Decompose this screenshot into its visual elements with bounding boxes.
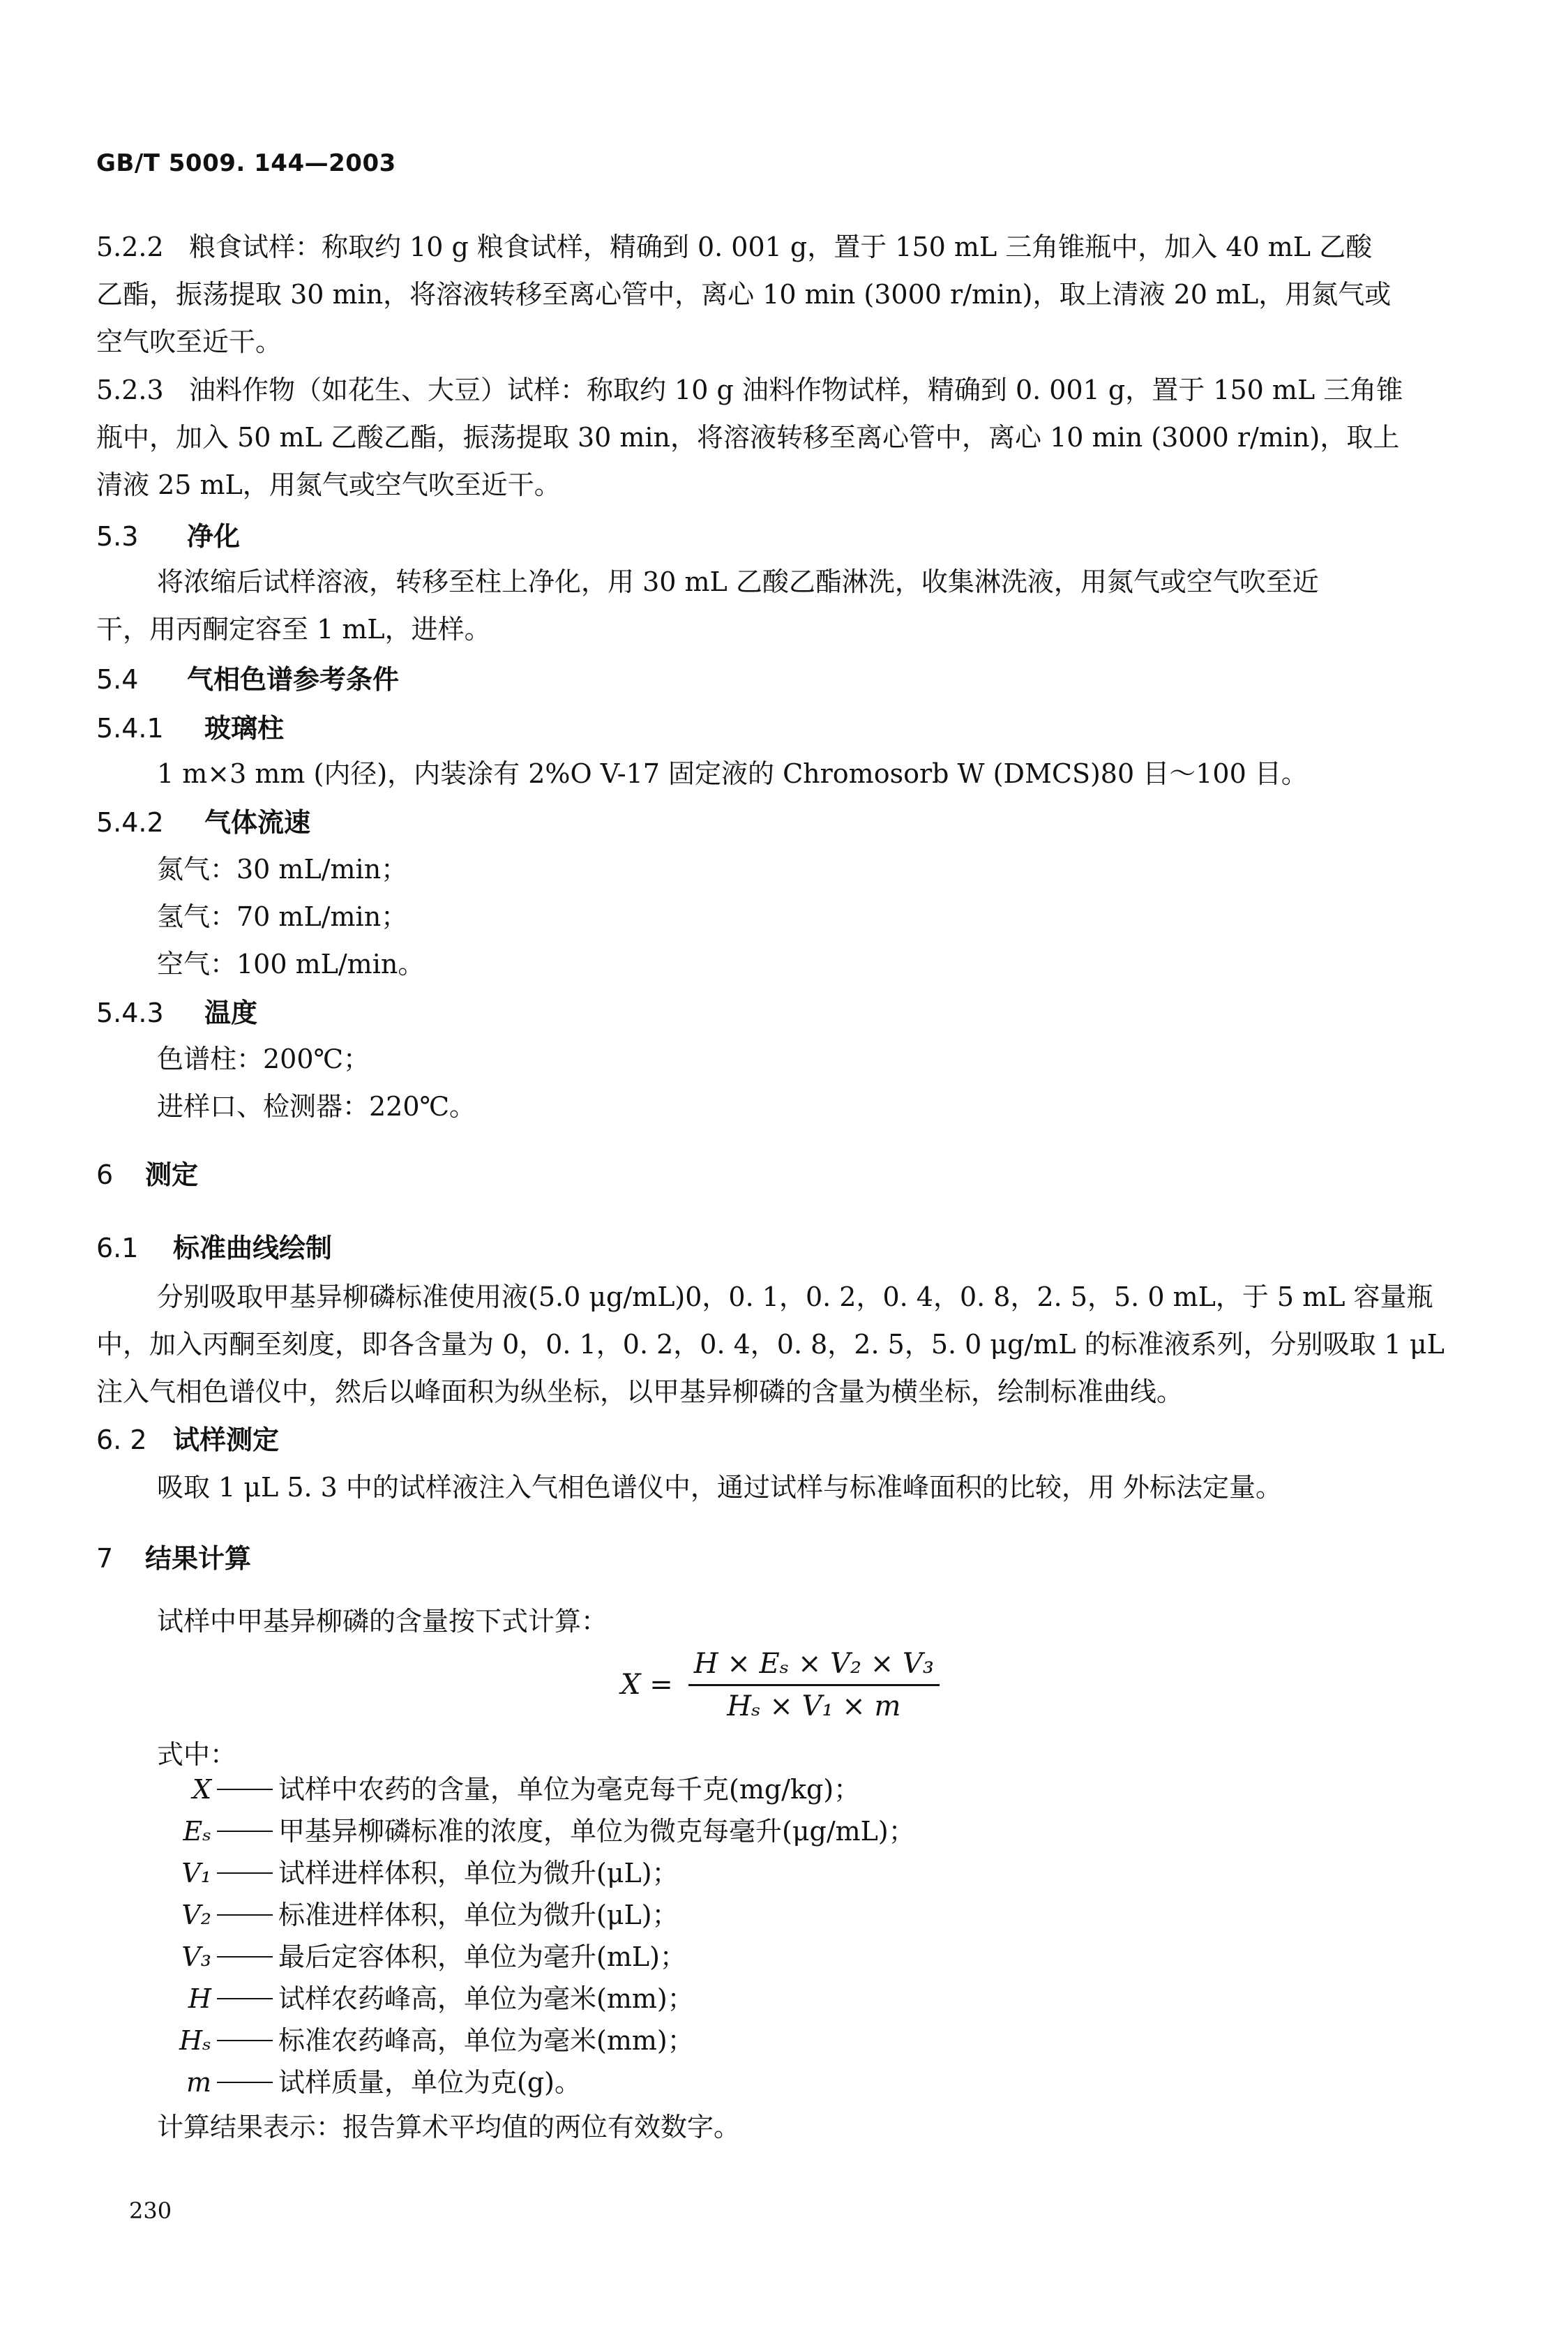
variable-desc: 试样质量，单位为克(g)。 <box>278 2067 581 2098</box>
variable-definitions <box>157 1768 915 2148</box>
formula-lhs: X = <box>621 1669 673 1701</box>
gas-flow-list <box>157 846 1447 988</box>
section-5-3-body <box>157 558 1447 606</box>
list-item: 色谱柱：200℃； <box>157 1044 370 1074</box>
fraction-bar <box>688 1684 940 1686</box>
section-heading-6-2: 6. 2 试样测定 <box>96 1425 280 1455</box>
paragraph-line: 空气吹至近干。 <box>96 326 282 357</box>
section-number: 5.2.3 <box>96 375 164 405</box>
variable-desc: 试样进样体积，单位为微升(μL)； <box>278 1858 679 1888</box>
em-dash <box>217 2082 273 2083</box>
variable-symbol: V₁ <box>181 1858 211 1888</box>
variable-row <box>157 1852 915 1894</box>
variable-symbol: V₂ <box>181 1900 211 1930</box>
temperature-list <box>157 1035 1447 1130</box>
variable-symbol: m <box>186 2067 211 2098</box>
paragraph-line: 中，加入丙酮至刻度，即各含量为 0，0. 1，0. 2，0. 4，0. 8，2. 5，5. 0 μg/mL 的标准液系列，分别吸取 1 μL <box>96 1329 1445 1360</box>
section-6-1-body-cont <box>96 1321 1449 1415</box>
paragraph-line: 将浓缩后试样溶液，转移至柱上净化，用 30 mL 乙酸乙酯淋洗，收集淋洗液，用氮气或空气吹至近 <box>157 566 1319 597</box>
section-6-2-body <box>157 1464 1447 1511</box>
variable-symbol: Hₛ <box>179 2025 211 2056</box>
variable-row <box>157 1768 915 1810</box>
formula-fraction <box>688 1648 940 1722</box>
section-5-2-3 <box>96 366 1449 509</box>
section-heading-7: 7 结果计算 <box>96 1543 252 1574</box>
paragraph-line: 油料作物（如花生、大豆）试样：称取约 10 g 油料作物试样，精确到 0. 001 g，置于 150 mL 三角锥 <box>188 375 1403 405</box>
section-heading-5-3: 5.3 净化 <box>96 521 241 552</box>
where-label: 式中： <box>157 1739 237 1770</box>
result-note: 计算结果表示：报告算术平均值的两位有效数字。 <box>157 2112 741 2142</box>
calculation-formula <box>621 1643 940 1727</box>
em-dash <box>217 1914 273 1916</box>
variable-row <box>157 2020 915 2061</box>
paragraph-line: 干，用丙酮定容至 1 mL，进样。 <box>96 614 491 645</box>
em-dash <box>217 1998 273 1999</box>
em-dash <box>217 2040 273 2041</box>
paragraph-line: 清液 25 mL，用氮气或空气吹至近干。 <box>96 469 561 500</box>
formula-numerator: H × Eₛ × V₂ × V₃ <box>693 1647 934 1680</box>
paragraph-line: 瓶中，加入 50 mL 乙酸乙酯，振荡提取 30 min，将溶液转移至离心管中，离心 10 min (3000 r/min)，取上 <box>96 422 1400 453</box>
variable-desc: 试样农药峰高，单位为毫米(mm)； <box>278 1983 694 2014</box>
variable-desc: 甲基异柳磷标准的浓度，单位为微克每毫升(μg/mL)； <box>278 1816 915 1847</box>
variable-symbol: H <box>188 1983 211 2014</box>
paragraph-line: 注入气相色谱仪中，然后以峰面积为纵坐标，以甲基异柳磷的含量为横坐标，绘制标准曲线。 <box>96 1376 1184 1407</box>
formula-denominator: Hₛ × V₁ × m <box>727 1690 901 1722</box>
section-heading-6-1: 6.1 标准曲线绘制 <box>96 1233 333 1263</box>
variable-symbol: Eₛ <box>183 1816 211 1847</box>
variable-desc: 试样中农药的含量，单位为毫克每千克(mg/kg)； <box>278 1774 861 1805</box>
list-item: 氮气：30 mL/min； <box>157 854 408 885</box>
page-number: 230 <box>129 2198 172 2224</box>
variable-desc: 标准农药峰高，单位为毫米(mm)； <box>278 2025 694 2056</box>
em-dash <box>217 1831 273 1832</box>
paragraph-line: 乙酯，振荡提取 30 min，将溶液转移至离心管中，离心 10 min (3000 r/min)，取上清液 20 mL，用氮气或 <box>96 279 1392 310</box>
section-6-1-body <box>157 1273 1447 1321</box>
paragraph-line: 粮食试样：称取约 10 g 粮食试样，精确到 0. 001 g，置于 150 mL 三角锥瓶中，加入 40 mL 乙酸 <box>188 232 1373 262</box>
paragraph-line: 分别吸取甲基异柳磷标准使用液(5.0 μg/mL)0，0. 1，0. 2，0. 4，0. 8，2. 5，5. 0 mL，于 5 mL 容量瓶 <box>157 1282 1433 1312</box>
paragraph-line: 吸取 1 μL 5. 3 中的试样液注入气相色谱仪中，通过试样与标准峰面积的比较，用 外标法定量。 <box>157 1472 1283 1503</box>
calc-intro: 试样中甲基异柳磷的含量按下式计算： <box>157 1606 608 1637</box>
list-item: 空气：100 mL/min。 <box>157 949 425 979</box>
variable-row <box>157 1936 915 1978</box>
paragraph-line: 1 m×3 mm (内径)，内装涂有 2%O V-17 固定液的 Chromosorb W (DMCS)80 目～100 目。 <box>157 758 1308 789</box>
em-dash <box>217 1789 273 1790</box>
variable-desc: 标准进样体积，单位为微升(μL)； <box>278 1900 679 1930</box>
variable-symbol: V₃ <box>181 1941 211 1972</box>
em-dash <box>217 1872 273 1874</box>
section-5-4-1-body <box>157 750 1447 797</box>
variable-row <box>157 1810 915 1852</box>
variable-row <box>157 1894 915 1936</box>
section-number: 5.2.2 <box>96 232 164 262</box>
section-5-2-2 <box>96 223 1449 366</box>
list-item: 氢气：70 mL/min； <box>157 901 408 932</box>
list-item: 进样口、检测器：220℃。 <box>157 1091 476 1122</box>
section-heading-5-4-3: 5.4.3 温度 <box>96 998 258 1028</box>
section-heading-5-4-1: 5.4.1 玻璃柱 <box>96 713 285 744</box>
section-heading-5-4-2: 5.4.2 气体流速 <box>96 807 311 838</box>
em-dash <box>217 1956 273 1958</box>
variable-desc: 最后定容体积，单位为毫升(mL)； <box>278 1941 686 1972</box>
section-heading-5-4: 5.4 气相色谱参考条件 <box>96 664 400 695</box>
section-5-3-body-cont <box>96 606 1449 653</box>
variable-row <box>157 2061 915 2103</box>
section-heading-6: 6 测定 <box>96 1159 199 1190</box>
variable-row <box>157 1978 915 2020</box>
variable-symbol: X <box>192 1774 211 1805</box>
standard-code-header: GB/T 5009. 144—2003 <box>96 149 396 177</box>
